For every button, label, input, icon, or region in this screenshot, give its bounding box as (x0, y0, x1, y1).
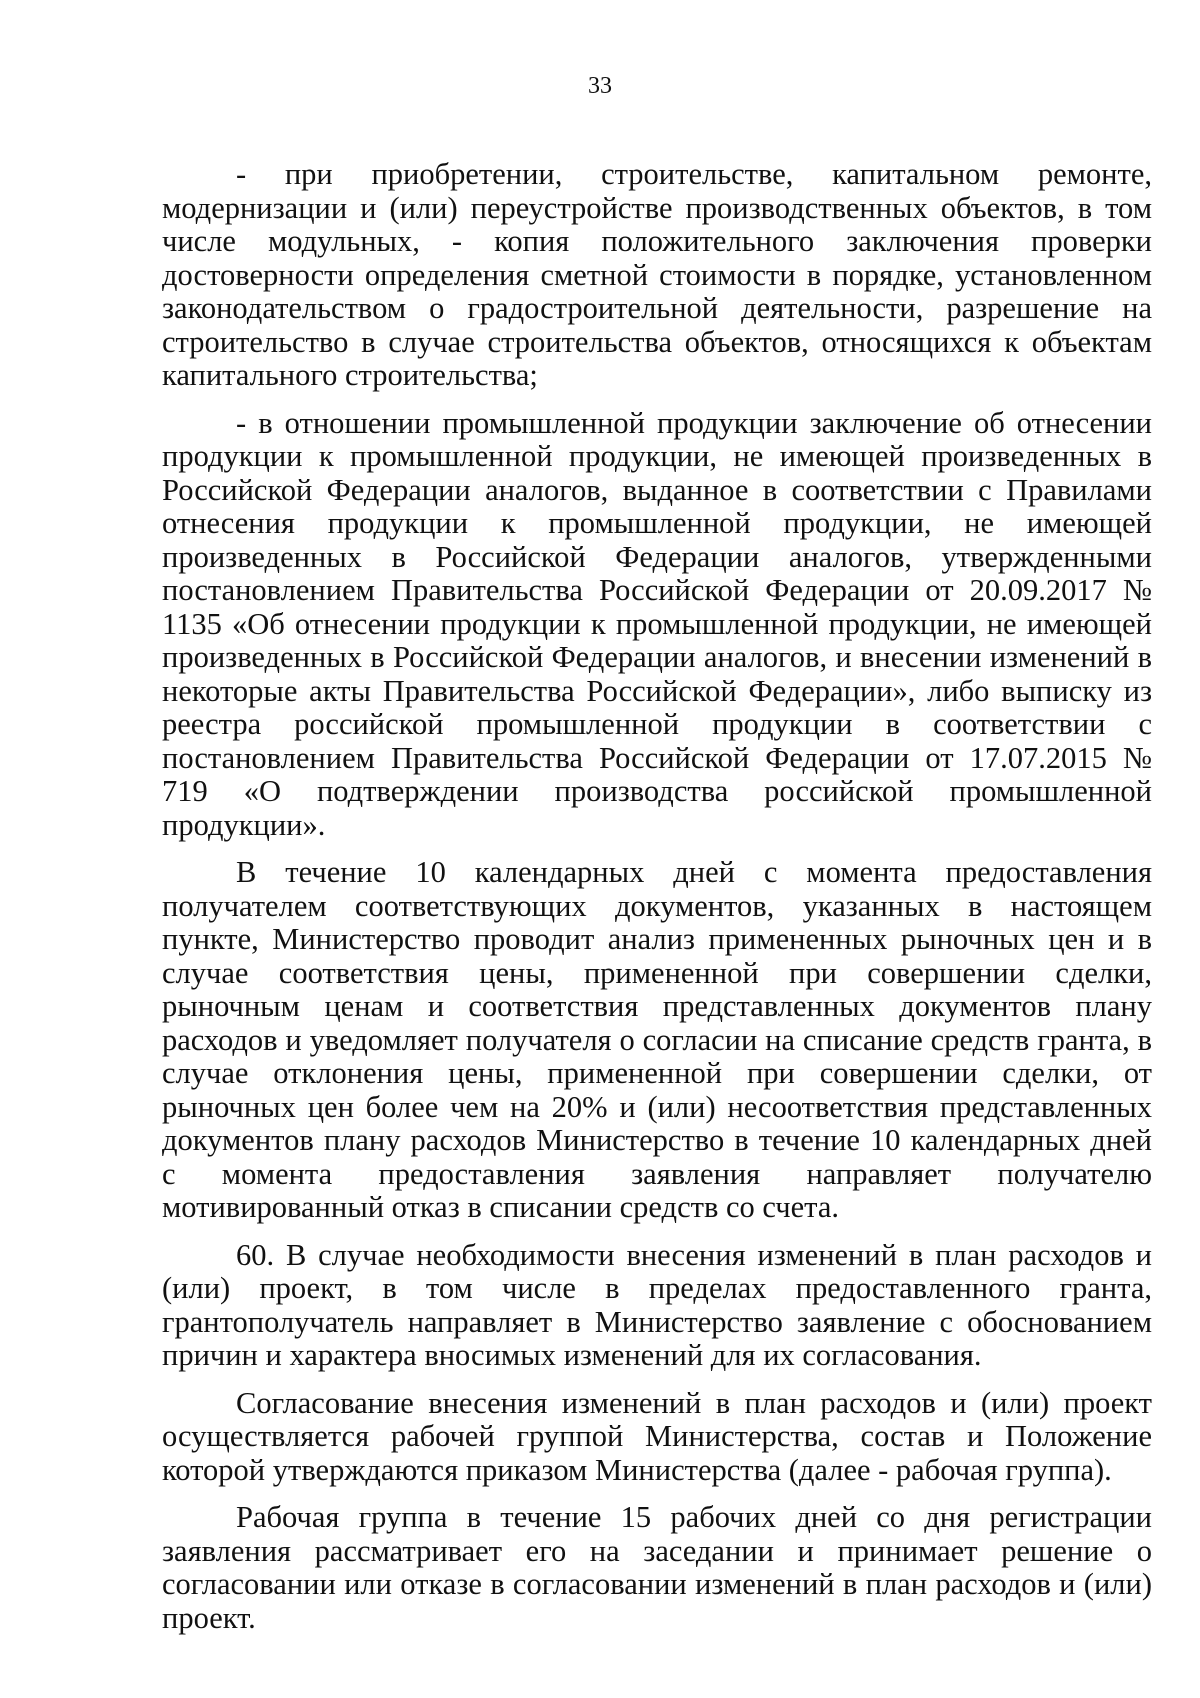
document-body (162, 158, 1152, 1649)
paragraph-price-analysis: В течение 10 календарных дней с момента предоставления получателем соответствующих документов, указанных в настоящем пункте, Министерство проводит анализ примененных рыночных цен и в случае соответствия цены, примененной при совершении сделки, рыночным ценам и соответствия представленных документов плану расходов и уведомляет получателя о согласии на списание средств гранта, в случае отклонения цены, примененной при совершении сделки, от рыночных цен более чем на 20% и (или) несоответствия представленных документов плану расходов Министерство в течение 10 календарных дней с момента предоставления заявления направляет получателю мотивированный отказ в списании средств со счета. (162, 855, 1152, 1224)
paragraph-item-60: 60. В случае необходимости внесения изменений в план расходов и (или) проект, в том числе в пределах предоставленного гранта, грантополучатель направляет в Министерство заявление с обоснованием причин и характера вносимых изменений для их согласования. (162, 1237, 1152, 1372)
page-number: 33 (588, 73, 612, 99)
paragraph-industrial-products: - в отношении промышленной продукции заключение об отнесении продукции к промышленной продукции, не имеющей произведенных в Российской Федерации аналогов, выданное в соответствии с Правилами отнесения продукции к промышленной продукции, не имеющей произведенных в Российской Федерации аналогов, утвержденными постановлением Правительства Российской Федерации от 20.09.2017 № 1135 «Об отнесении продукции к промышленной продукции, не имеющей произведенных в Российской Федерации аналогов, и внесении изменений в некоторые акты Правительства Российской Федерации», либо выписку из реестра российской промышленной продукции в соответствии с постановлением Правительства Российской Федерации от 17.07.2015 № 719 «О подтверждении производства российской промышленной продукции». (162, 405, 1152, 842)
paragraph-review-decision: Рабочая группа в течение 15 рабочих дней со дня регистрации заявления рассматривает его на заседании и принимает решение о согласовании или отказе в согласовании изменений в план расходов и (или) проект. (162, 1500, 1152, 1635)
paragraph-working-group: Согласование внесения изменений в план расходов и (или) проект осуществляется рабочей группой Министерства, состав и Положение которой утверждаются приказом Министерства (далее - рабочая группа). (162, 1385, 1152, 1487)
paragraph-construction-docs: - при приобретении, строительстве, капитальном ремонте, модернизации и (или) переустройстве производственных объектов, в том числе модульных, - копия положительного заключения проверки достоверности определения сметной стоимости в порядке, установленном законодательством о градостроительной деятельности, разрешение на строительство в случае строительства объектов, относящихся к объектам капитального строительства; (162, 157, 1152, 392)
